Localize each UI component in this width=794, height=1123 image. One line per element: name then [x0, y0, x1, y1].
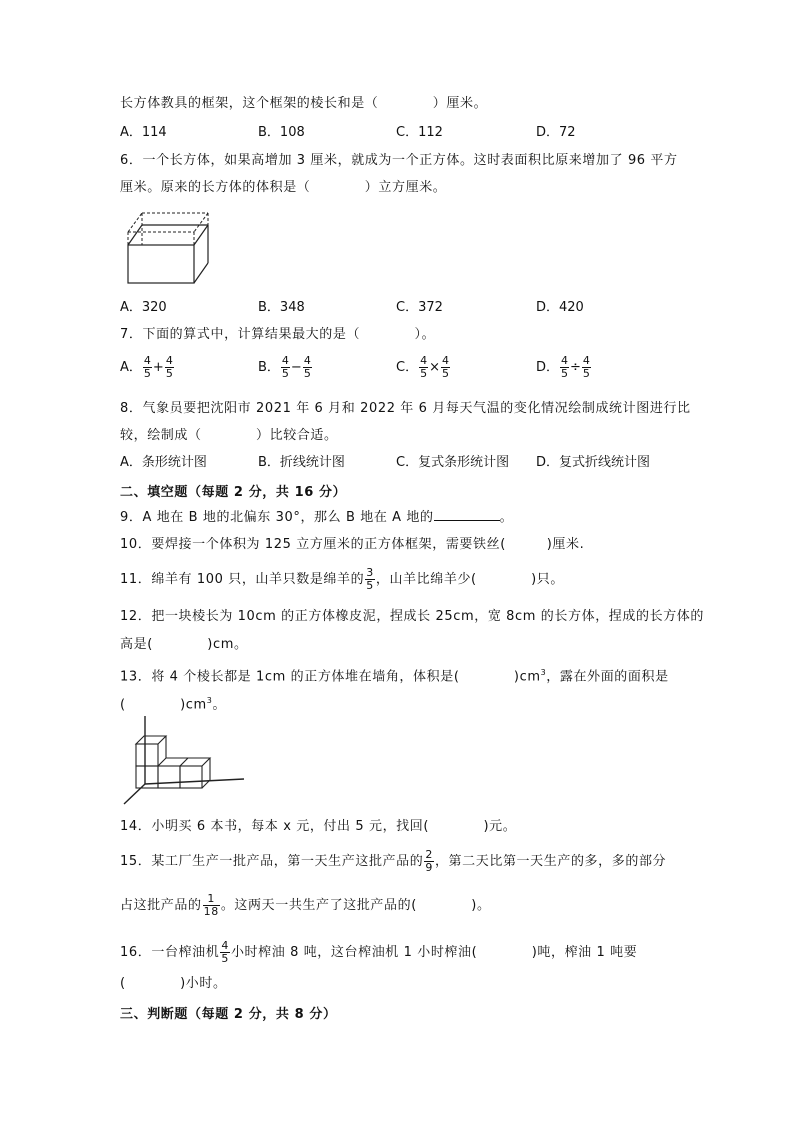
q7-option-d: D． $\frac{4}{5}$ ÷ $\frac{4}{5}$ [536, 354, 590, 380]
q16-line2: ( )小时。 [120, 976, 227, 991]
q16-line1: 16．一台榨油机 $\frac{4}{5}$ 小时榨油 8 吨，这台榨油机 1 小时榨油( )吨，榨油 1 吨要 [120, 939, 638, 965]
q10: 10．要焊接一个体积为 125 立方厘米的正方体框架，需要铁丝( )厘米. [120, 537, 585, 552]
q15-line2: 占这批产品的 $\frac{1}{18}$ 。这两天一共生产了这批产品的( )。 [120, 892, 491, 918]
q9: 9．A 地在 B 地的北偏东 30°，那么 B 地在 A 地的 。 [120, 510, 514, 525]
q8-option-d: D．复式折线统计图 [536, 455, 651, 470]
q5-option-b: B．108 [258, 125, 305, 140]
q8-option-b: B．折线统计图 [258, 455, 345, 470]
q9-answer-blank[interactable] [434, 508, 500, 521]
section-3-title: 三、判断题（每题 2 分，共 8 分） [120, 1007, 337, 1022]
q12-line2: 高是( )cm。 [120, 637, 248, 652]
q6-line1: 6．一个长方体，如果高增加 3 厘米，就成为一个正方体。这时表面积比原来增加了 96 平方 [120, 153, 678, 168]
q5-option-a: A．114 [120, 125, 167, 140]
q6-option-d: D．420 [536, 300, 584, 315]
q12-line1: 12．把一块棱长为 10cm 的正方体橡皮泥，捏成长 25cm，宽 8cm 的长方体，捏成的长方体的 [120, 609, 704, 624]
q5-stem: 长方体教具的框架，这个框架的棱长和是（ ）厘米。 [120, 96, 488, 111]
q11: 11．绵羊有 100 只，山羊只数是绵羊的 $\frac{3}{5}$ ，山羊比绵羊少( )只。 [120, 566, 564, 592]
q8-option-c: C．复式条形统计图 [396, 455, 510, 470]
q13-line2: ( )$cm^3$。 [120, 696, 227, 713]
q7-option-b: B． $\frac{4}{5}$ − $\frac{4}{5}$ [258, 354, 311, 380]
q15-line1: 15．某工厂生产一批产品，第一天生产这批产品的 $\frac{2}{9}$ ，第二天比第一天生产的多，多的部分 [120, 848, 667, 874]
q13-line1: 13．将 4 个棱长都是 1cm 的正方体堆在墙角，体积是( )$cm^3$，露在外面的面积是 [120, 668, 669, 685]
q5-option-d: D．72 [536, 125, 576, 140]
q8-line1: 8．气象员要把沈阳市 2021 年 6 月和 2022 年 6 月每天气温的变化情况绘制成统计图进行比 [120, 401, 691, 416]
q14: 14．小明买 6 本书，每本 x 元，付出 5 元，找回( )元。 [120, 819, 517, 834]
q7-stem: 7．下面的算式中，计算结果最大的是（ ）。 [120, 327, 436, 342]
q6-line2: 厘米。原来的长方体的体积是（ ）立方厘米。 [120, 180, 447, 195]
q8-line2: 较，绘制成（ ）比较合适。 [120, 428, 338, 443]
q7-option-a: A． $\frac{4}{5}$ + $\frac{4}{5}$ [120, 354, 173, 380]
q6-option-a: A．320 [120, 300, 167, 315]
q7-option-c: C． $\frac{4}{5}$ × $\frac{4}{5}$ [396, 354, 449, 380]
q8-option-a: A．条形统计图 [120, 455, 207, 470]
q5-option-c: C．112 [396, 125, 443, 140]
section-2-title: 二、填空题（每题 2 分，共 16 分） [120, 485, 347, 500]
cuboid-figure [120, 205, 220, 287]
cubes-corner-figure [120, 714, 250, 806]
q6-option-b: B．348 [258, 300, 305, 315]
q6-option-c: C．372 [396, 300, 443, 315]
